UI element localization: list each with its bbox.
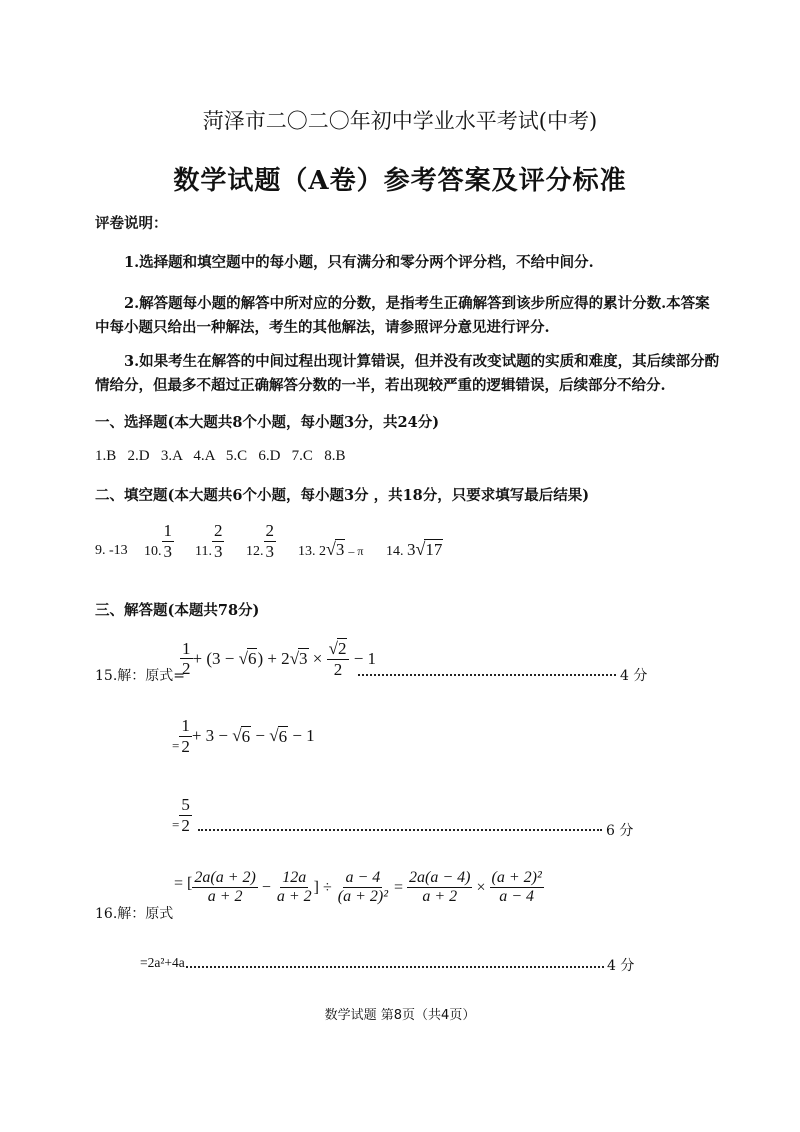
- instruction-1: 1.选择题和填空题中的每小题，只有满分和零分两个评分档，不给中间分.: [124, 254, 594, 271]
- answer-14-radicand: 17: [425, 540, 443, 559]
- radicand: 6: [247, 649, 257, 669]
- answer-10-label: 10.: [144, 544, 162, 560]
- answer-10: [144, 521, 174, 561]
- page-title: 数学试题（A卷）参考答案及评分标准: [173, 166, 627, 196]
- answer-11: [195, 521, 224, 561]
- answer-12-fraction: [264, 521, 277, 561]
- sqrt-symbol: √: [415, 539, 426, 559]
- equals-sign: =: [172, 817, 180, 833]
- fraction-numerator: 2a(a + 2): [192, 869, 257, 888]
- instruction-3: 3.如果考生在解答的中间过程出现计算错误，但并没有改变试题的实质和难度，其后续部分酌: [124, 353, 720, 370]
- q15-score-2: 6 分: [606, 823, 634, 839]
- answer-13-coef: 2: [319, 544, 326, 559]
- minus-sign: −: [257, 878, 275, 896]
- radicand: 6: [241, 726, 251, 746]
- fraction: [192, 869, 257, 907]
- fraction: [490, 869, 544, 907]
- sqrt-symbol: √: [238, 648, 248, 668]
- fraction: [275, 869, 314, 907]
- fraction: [327, 638, 350, 679]
- fraction: [180, 639, 193, 679]
- fraction-denominator: a + 2: [207, 888, 243, 906]
- expr-part: − 1: [349, 648, 377, 668]
- sqrt-symbol: √: [289, 648, 300, 668]
- fraction-denominator: 3: [213, 541, 223, 561]
- exam-subtitle: 菏泽市二〇二〇年初中学业水平考试(中考): [202, 109, 598, 133]
- fraction-numerator: [327, 638, 350, 660]
- choice-answers: 1.B 2.D 3.A 4.A 5.C 6.D 7.C 8.B: [95, 448, 346, 464]
- answer-12: [246, 521, 276, 561]
- expr-part: − 1: [288, 726, 315, 746]
- answer-11-label: 11.: [195, 544, 212, 560]
- q16-label: 16.解：原式: [95, 906, 174, 922]
- section2-heading: 二、填空题(本大题共6个小题，每小题3分 ，共18分，只要求填写最后结果): [95, 487, 590, 504]
- expr-part: = [: [174, 874, 193, 892]
- answer-12-label: 12.: [246, 544, 264, 560]
- expr-part: + (3 −: [192, 648, 239, 668]
- fraction-numerator: (a + 2)²: [490, 869, 544, 888]
- fraction-numerator: 1: [181, 716, 190, 735]
- fraction-numerator: 2: [213, 521, 223, 540]
- q16-expression: [174, 869, 544, 907]
- q15-step3: [172, 795, 192, 835]
- fraction-denominator: 3: [163, 541, 172, 561]
- answer-13-label: 13.: [298, 544, 316, 559]
- fraction-denominator: 2: [333, 659, 343, 679]
- score-leader-dots: [198, 821, 602, 831]
- fraction-denominator: 3: [265, 541, 274, 561]
- instruction-2: 2.解答题每小题的解答中所对应的分数，是指考生正确解答到该步所应得的累计分数.本答案: [124, 295, 710, 312]
- expr-part: ) + 2: [257, 648, 290, 668]
- answer-9: 9. -13: [95, 543, 128, 558]
- fraction-denominator: 2: [182, 659, 191, 679]
- fraction-denominator: (a + 2)²: [337, 888, 388, 906]
- fraction-numerator: a − 4: [343, 869, 382, 888]
- radicand: 6: [278, 726, 288, 746]
- fraction-numerator: 1: [163, 521, 172, 540]
- q15-score-1: 4 分: [620, 668, 648, 684]
- instruction-3-cont: 情给分，但最多不超过正确解答分数的一半，若出现较严重的逻辑错误，后续部分不给分.: [95, 377, 666, 394]
- answer-14: [386, 539, 443, 560]
- answer-13-radicand: 3: [335, 540, 345, 559]
- answer-13: [298, 539, 363, 560]
- radicand: 3: [299, 649, 308, 669]
- q16-result: =2a²+4a: [140, 955, 185, 970]
- equals-sign: =: [390, 878, 408, 896]
- times-sign: ×: [472, 878, 490, 896]
- fraction: [336, 869, 390, 907]
- q15-label: 15.解：原式=: [95, 668, 185, 684]
- answer-14-coef: 3: [407, 540, 416, 559]
- q15-step2: [172, 716, 315, 756]
- score-leader-dots: [358, 666, 616, 676]
- radicand: 2: [337, 639, 347, 658]
- expr-part: −: [251, 726, 270, 746]
- expr-part: + 3 −: [191, 726, 233, 746]
- fraction-denominator: 2: [181, 736, 190, 756]
- instructions-heading: 评卷说明：: [95, 215, 168, 232]
- fraction-denominator: a − 4: [499, 888, 535, 906]
- fraction-denominator: a + 2: [422, 888, 458, 906]
- answer-10-fraction: [162, 521, 175, 561]
- fraction: [179, 716, 192, 756]
- fraction-numerator: 2a(a − 4): [407, 869, 472, 888]
- q16-score: 4 分: [607, 958, 635, 974]
- equals-sign: =: [172, 738, 180, 754]
- page-footer: 数学试题 第8页（共4页）: [324, 1008, 476, 1023]
- fraction-numerator: 2: [265, 521, 274, 540]
- expr-part: ] ÷: [313, 878, 336, 896]
- fraction: [179, 795, 192, 835]
- fraction-denominator: a + 2: [276, 888, 312, 906]
- sqrt-symbol: √: [232, 726, 242, 746]
- fraction: [407, 869, 472, 907]
- sqrt-symbol: √: [326, 539, 336, 559]
- fraction-denominator: 2: [181, 815, 190, 835]
- fraction-numerator: 12a: [280, 869, 308, 888]
- fraction-numerator: 1: [182, 638, 191, 658]
- q15-step1: [180, 638, 376, 679]
- sqrt-symbol: √: [328, 639, 338, 658]
- section3-heading: 三、解答题(本题共78分): [95, 602, 260, 619]
- answer-11-fraction: [212, 521, 225, 561]
- answer-13-tail: – π: [345, 544, 364, 558]
- sqrt-symbol: √: [269, 726, 279, 746]
- score-leader-dots: [186, 958, 604, 968]
- fraction-numerator: 5: [181, 795, 190, 814]
- section1-heading: 一、选择题(本大题共8个小题，每小题3分，共24分): [95, 414, 440, 431]
- answer-14-label: 14.: [386, 544, 404, 559]
- instruction-2-cont: 中每小题只给出一种解法，考生的其他解法，请参照评分意见进行评分.: [95, 319, 550, 336]
- times-sign: ×: [308, 648, 327, 668]
